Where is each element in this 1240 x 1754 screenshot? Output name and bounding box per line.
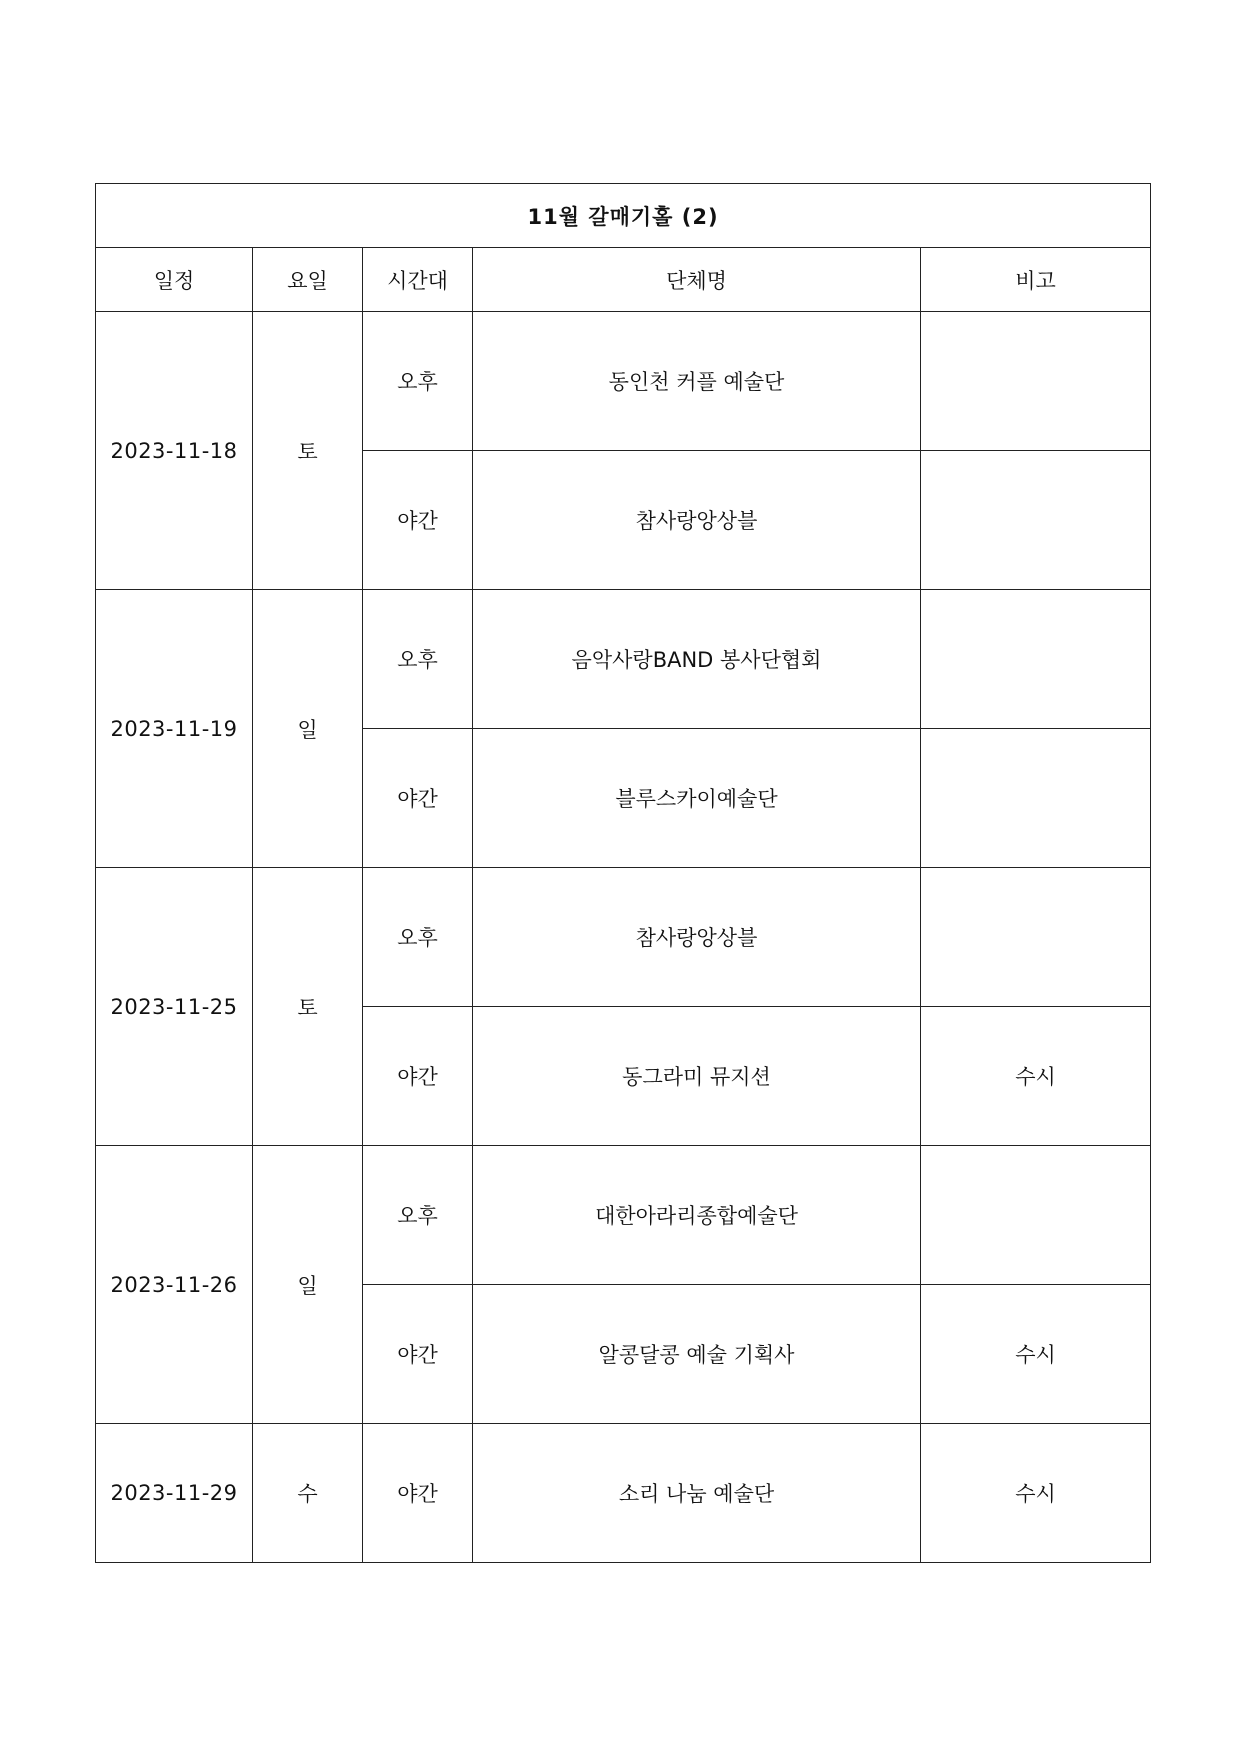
note-cell: 수시 xyxy=(921,1424,1151,1563)
header-day: 요일 xyxy=(253,248,363,312)
group-cell: 음악사랑BAND 봉사단협회 xyxy=(473,590,921,729)
header-date: 일정 xyxy=(96,248,253,312)
schedule-sheet xyxy=(95,183,1150,1563)
table-row xyxy=(96,868,1151,1007)
note-cell xyxy=(921,1146,1151,1285)
time-cell: 야간 xyxy=(363,729,473,868)
time-cell: 야간 xyxy=(363,451,473,590)
time-cell: 야간 xyxy=(363,1285,473,1424)
day-cell: 일 xyxy=(253,590,363,868)
group-cell: 동그라미 뮤지션 xyxy=(473,1007,921,1146)
date-cell: 2023-11-18 xyxy=(96,312,253,590)
group-cell: 블루스카이예술단 xyxy=(473,729,921,868)
day-cell: 수 xyxy=(253,1424,363,1563)
group-cell: 참사랑앙상블 xyxy=(473,451,921,590)
date-cell: 2023-11-29 xyxy=(96,1424,253,1563)
date-cell: 2023-11-25 xyxy=(96,868,253,1146)
group-cell: 소리 나눔 예술단 xyxy=(473,1424,921,1563)
group-cell: 대한아라리종합예술단 xyxy=(473,1146,921,1285)
table-row xyxy=(96,312,1151,451)
group-cell: 알콩달콩 예술 기획사 xyxy=(473,1285,921,1424)
title-row xyxy=(96,184,1151,248)
time-cell: 야간 xyxy=(363,1424,473,1563)
group-cell: 동인천 커플 예술단 xyxy=(473,312,921,451)
time-cell: 오후 xyxy=(363,868,473,1007)
table-row xyxy=(96,1146,1151,1285)
header-row xyxy=(96,248,1151,312)
group-cell: 참사랑앙상블 xyxy=(473,868,921,1007)
time-cell: 오후 xyxy=(363,1146,473,1285)
header-note: 비고 xyxy=(921,248,1151,312)
note-cell: 수시 xyxy=(921,1007,1151,1146)
time-cell: 오후 xyxy=(363,312,473,451)
day-cell: 토 xyxy=(253,312,363,590)
day-cell: 일 xyxy=(253,1146,363,1424)
note-cell xyxy=(921,312,1151,451)
date-cell: 2023-11-26 xyxy=(96,1146,253,1424)
note-cell xyxy=(921,590,1151,729)
schedule-body xyxy=(96,184,1151,1563)
header-time: 시간대 xyxy=(363,248,473,312)
note-cell: 수시 xyxy=(921,1285,1151,1424)
note-cell xyxy=(921,451,1151,590)
time-cell: 야간 xyxy=(363,1007,473,1146)
day-cell: 토 xyxy=(253,868,363,1146)
schedule-table xyxy=(95,183,1151,1563)
date-cell: 2023-11-19 xyxy=(96,590,253,868)
table-title: 11월 갈매기홀 (2) xyxy=(96,184,1151,248)
time-cell: 오후 xyxy=(363,590,473,729)
header-group: 단체명 xyxy=(473,248,921,312)
note-cell xyxy=(921,868,1151,1007)
table-row xyxy=(96,1424,1151,1563)
table-row xyxy=(96,590,1151,729)
note-cell xyxy=(921,729,1151,868)
